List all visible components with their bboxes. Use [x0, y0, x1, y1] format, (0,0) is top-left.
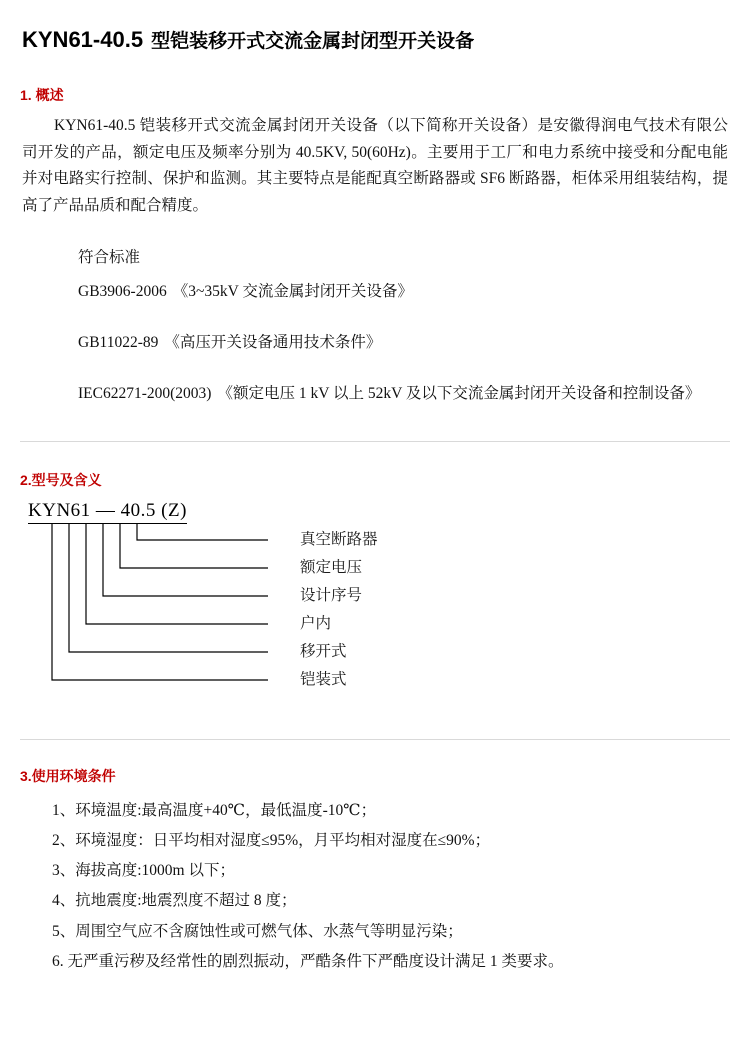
standard-name: 《3~35kV 交流金属封闭开关设备》 — [172, 283, 413, 301]
page-title — [22, 26, 750, 53]
model-label-item: 设计序号 — [300, 586, 363, 604]
model-label-item: 铠装式 — [300, 670, 347, 688]
model-label-item: 户内 — [300, 614, 332, 632]
section-heading-overview: 1. 概述 — [20, 87, 64, 103]
model-label-list — [300, 526, 378, 694]
page-title-rest: 型铠装移开式交流金属封闭型开关设备 — [151, 31, 475, 52]
standard-code: GB3906-2006 — [78, 283, 167, 301]
standards-block — [78, 246, 750, 407]
model-designation-diagram — [0, 500, 750, 705]
environment-condition-item: 6. 无严重污秽及经常性的剧烈振动，严酷条件下严酷度设计满足 1 类要求。 — [52, 952, 564, 970]
section-heading-environment: 3.使用环境条件 — [20, 767, 116, 784]
standard-name: 《额定电压 1 kV 以上 52kV 及以下交流金属封闭开关设备和控制设备》 — [217, 385, 701, 403]
overview-paragraph-text: KYN61-40.5 铠装移开式交流金属封闭开关设备（以下简称开关设备）是安徽得润电气技术有限公司开发的产品，额定电压及频率分别为 40.5KV, 50(60Hz)。主要用于工厂和电力系统中接受和分配电能并对电路实行控制、保护和监测。其主要特点是能配真空断路器或 SF6 断路器，柜体采用组装结构，提高了产品品质和配合精度。 — [22, 117, 728, 214]
page-title-model: KYN61-40.5 — [22, 27, 144, 52]
model-code-value: KYN61 — 40.5 (Z) — [28, 500, 187, 524]
environment-condition-item: 5、周围空气应不含腐蚀性或可燃气体、水蒸气等明显污染； — [52, 922, 463, 940]
standard-name: 《高压开关设备通用技术条件》 — [164, 334, 382, 352]
environment-condition-list — [52, 796, 750, 977]
document-page — [0, 26, 750, 1061]
leader-lines — [0, 500, 330, 705]
model-label-item: 额定电压 — [300, 558, 363, 576]
section-heading-model: 2.型号及含义 — [20, 471, 102, 488]
section-divider-2 — [20, 739, 730, 740]
standards-label: 符合标准 — [78, 248, 141, 266]
environment-condition-item: 1、环境温度:最高温度+40℃，最低温度-10℃； — [52, 801, 377, 819]
standard-item — [78, 331, 750, 356]
model-label-item: 移开式 — [300, 642, 347, 660]
section-divider-1 — [20, 441, 730, 442]
standard-code: GB11022-89 — [78, 334, 159, 352]
model-label-item: 真空断路器 — [300, 530, 378, 548]
environment-condition-item: 3、海拔高度:1000m 以下； — [52, 862, 235, 880]
standard-code: IEC62271-200(2003) — [78, 385, 212, 403]
standard-item — [78, 280, 750, 305]
standard-item — [78, 382, 750, 407]
overview-paragraph — [22, 113, 728, 220]
environment-condition-item: 4、抗地震度:地震烈度不超过 8 度； — [52, 892, 297, 910]
environment-condition-item: 2、环境湿度：日平均相对湿度≤95%，月平均相对湿度在≤90%； — [52, 832, 491, 850]
